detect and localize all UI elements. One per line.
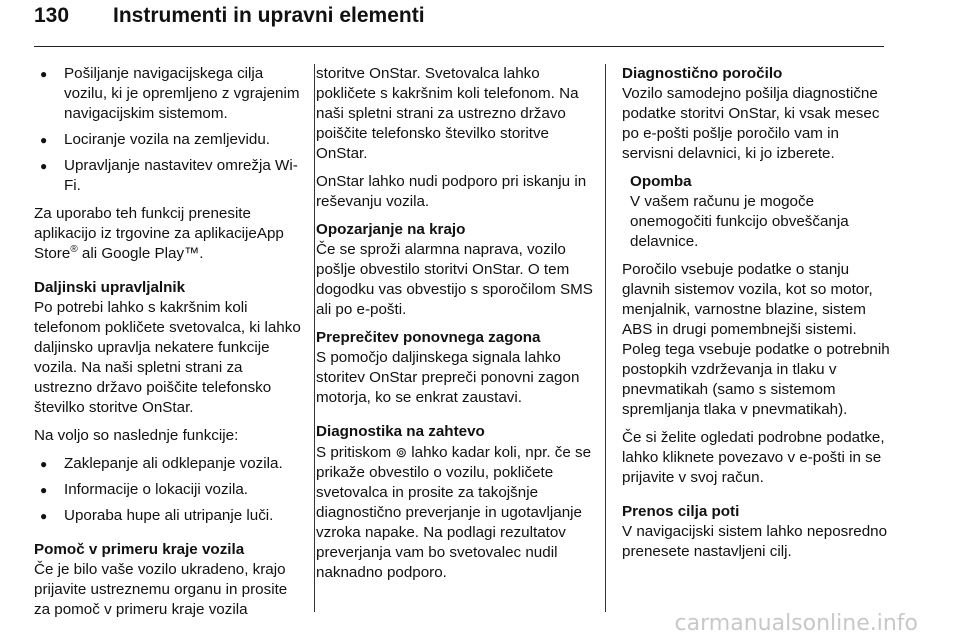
page-header [34, 0, 884, 47]
search-help: OnStar lahko nudi podporo pri iskanju in reševanju vozila. [316, 173, 587, 210]
list-item: ● Uporaba hupe ali utripanje luči. [34, 506, 302, 526]
registered-mark: ® [70, 243, 78, 255]
alarm-paragraph: Če se sproži alarmna naprava, vozilo pošlje obvestilo storitvi OnStar. O tem dogodku vas obvestijo s sporočilom SMS ali po e-pošti. [316, 241, 593, 318]
column-divider-2 [605, 64, 606, 612]
apps-text: Za uporabo teh funkcij prenesite aplikacijo iz trgovine za aplikacijeApp Store [34, 205, 284, 262]
theft-paragraph: Če je bilo vaše vozilo ukradeno, krajo prijavite ustreznemu organu in prosite za pomoč v primeru kraje vozila [34, 561, 288, 618]
section-heading-restart: Preprečitev ponovnega zagona [316, 329, 541, 346]
list-item: ● Pošiljanje navigacijskega cilja vozilu, ki je opremljeno z vgrajenim navigacijskim sistemom. [34, 64, 302, 124]
section-heading-report: Diagnostično poročilo [622, 65, 783, 82]
section-heading-destination: Prenos cilja poti [622, 503, 740, 520]
functions-intro: Na voljo so naslednje funkcije: [34, 427, 239, 444]
onstar-button-icon: ⊚ [395, 444, 408, 460]
section-heading-theft: Pomoč v primeru kraje vozila [34, 541, 245, 558]
note-text: V vašem računu je mogoče onemogočiti funkcijo obveščanja delavnice. [630, 193, 849, 250]
section-heading-remote: Daljinski upravljalnik [34, 279, 186, 296]
column-2 [316, 64, 596, 591]
report-paragraph: Vozilo samodejno pošilja diagnostične podatke storitvi OnStar, ki vsak mesec po e-pošti pošlje poročilo vam in servisni delavnici, ki jo izberete. [622, 85, 880, 162]
note-title: Opomba [630, 173, 692, 190]
feature-list [34, 64, 302, 196]
destination-paragraph: V navigacijski sistem lahko neposredno prenesete nastavljeni cilj. [622, 523, 888, 560]
section-heading-diagnostics: Diagnostika na zahtevo [316, 423, 485, 440]
page-number: 130 [34, 4, 70, 27]
page-title: Instrumenti in upravni elementi [113, 4, 425, 27]
restart-paragraph: S pomočjo daljinskega signala lahko storitev OnStar prepreči ponovni zagon motorja, ko se enkrat zaustavi. [316, 349, 580, 406]
note-box [622, 172, 892, 252]
report-contents: Poročilo vsebuje podatke o stanju glavnih sistemov vozila, kot so motor, menjalnik, varnostne blazine, sistem ABS in drugi pomembnejši sistemi. Poleg tega vsebuje podatke o potrebnih postopkih vzdrževanja in tlaku v pnevmatikah (samo s sistemom spremljanja tlaka v pnevmatikah). [622, 261, 890, 418]
section-heading-alarm: Opozarjanje na krajo [316, 221, 466, 238]
apps-paragraph [34, 204, 302, 264]
list-item: ● Zaklepanje ali odklepanje vozila. [34, 454, 302, 474]
report-more: Če si želite ogledati podrobne podatke, lahko kliknete povezavo v e-pošti in se prijavite v svoj račun. [622, 429, 885, 486]
list-item: ● Lociranje vozila na zemljevidu. [34, 130, 302, 150]
diagnostics-text: S pritiskom [316, 444, 396, 461]
diagnostics-text-end: lahko kadar koli, npr. če se prikaže obvestilo o vozilu, pokličete svetovalca in prosite za takojšnje diagnostično preverjanje in ugotavljanje vzroka napake. Na podlagi rezultatov preverjanja vam bo svetovalec nudil naknadno podporo. [316, 444, 592, 581]
column-divider-1 [314, 64, 315, 612]
column-3 [622, 64, 892, 570]
remote-paragraph: Po potrebi lahko s kakršnim koli telefonom pokličete svetovalca, ki lahko daljinsko upravlja nekatere funkcije vozila. Na naši spletni strani za ustrezno državo poiščite telefonsko številko storitve OnStar. [34, 299, 301, 416]
list-item: ● Informacije o lokaciji vozila. [34, 480, 302, 500]
column-1 [34, 64, 302, 628]
watermark: carmanualsonline.info [674, 611, 918, 636]
theft-continued: storitve OnStar. Svetovalca lahko pokličete s kakršnim koli telefonom. Na naši spletni strani za ustrezno državo poiščite telefonsko številko storitve OnStar. [316, 65, 579, 162]
diagnostics-paragraph [316, 442, 596, 583]
list-item: ● Upravljanje nastavitev omrežja Wi-Fi. [34, 156, 302, 196]
functions-list [34, 454, 302, 526]
apps-text-end: ali Google Play™. [77, 245, 204, 262]
